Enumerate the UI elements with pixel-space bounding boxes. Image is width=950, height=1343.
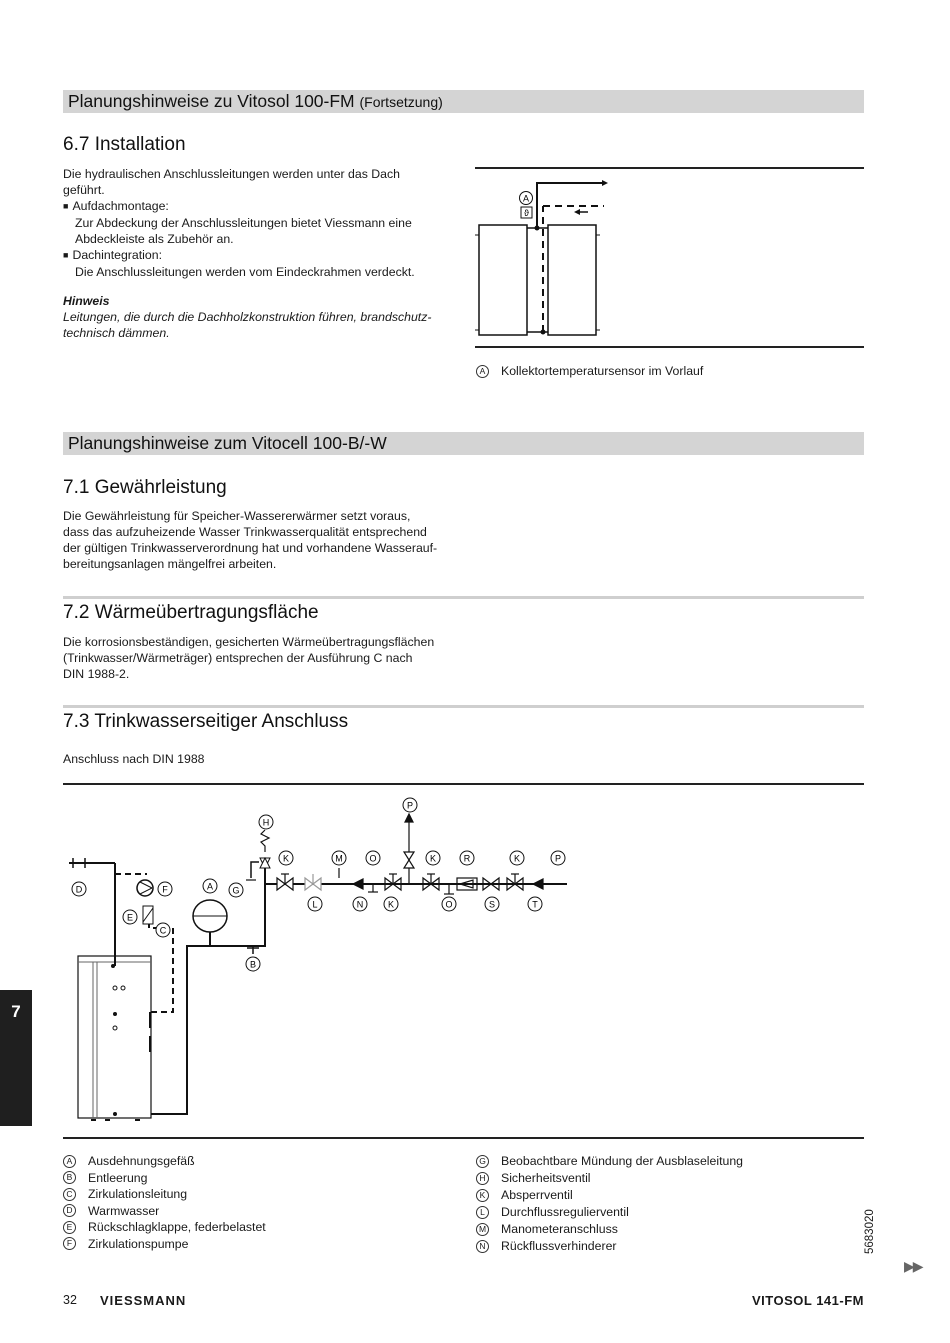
svg-text:G: G bbox=[232, 885, 240, 896]
legend-letter: G bbox=[476, 1155, 489, 1168]
section-title: Planungshinweise zum Vitocell 100-B/-W bbox=[68, 433, 387, 453]
legend-item bbox=[63, 1171, 147, 1185]
legend-letter: F bbox=[63, 1237, 76, 1250]
legend-item bbox=[476, 1222, 618, 1236]
legend-letter: M bbox=[476, 1223, 489, 1236]
legend-text: Manometeranschluss bbox=[501, 1222, 618, 1236]
svg-text:S: S bbox=[488, 899, 496, 910]
heat-line-2: (Trinkwasser/Wärmeträger) entsprechen der Ausführung C nach bbox=[63, 651, 413, 665]
svg-text:T: T bbox=[532, 899, 538, 910]
legend-item bbox=[63, 1204, 159, 1218]
legend-text: Durchflussregulierventil bbox=[501, 1205, 629, 1219]
heat-text bbox=[63, 634, 434, 682]
warranty-line-2: dass das aufzuheizende Wasser Trinkwasserqualität entsprechend bbox=[63, 525, 427, 539]
legend-item bbox=[63, 1154, 195, 1168]
svg-text:K: K bbox=[282, 853, 290, 864]
bullet-aufdach: ■ Aufdachmontage: bbox=[63, 198, 415, 215]
legend-text: Zirkulationsleitung bbox=[88, 1187, 188, 1201]
page-number: 32 bbox=[63, 1293, 77, 1307]
heading-heat-surface: 7.2 Wärmeübertragungsfläche bbox=[63, 602, 319, 623]
product-name: VITOSOL 141-FM bbox=[752, 1293, 864, 1308]
diagram-top-rule bbox=[63, 783, 864, 785]
legend-item bbox=[476, 1188, 573, 1202]
legend-item bbox=[63, 1187, 187, 1201]
collector-diagram bbox=[470, 170, 864, 348]
divider-73 bbox=[63, 705, 864, 708]
heading-warranty: 7.1 Gewährleistung bbox=[63, 477, 227, 498]
svg-text:K: K bbox=[387, 899, 395, 910]
divider-72 bbox=[63, 596, 864, 599]
warranty-text bbox=[63, 508, 437, 572]
svg-text:C: C bbox=[159, 925, 167, 936]
legend-letter: C bbox=[63, 1188, 76, 1201]
legend-text: Entleerung bbox=[88, 1170, 148, 1185]
bullet-dachintegration: ■ Dachintegration: bbox=[63, 247, 415, 264]
bullet-aufdach-text-2: Abdeckleiste als Zubehör an. bbox=[75, 232, 234, 246]
bullet-aufdach-text-1: Zur Abdeckung der Anschlussleitungen bietet Viessmann eine bbox=[75, 216, 412, 230]
installation-intro-1: Die hydraulischen Anschlussleitungen werden unter das Dach bbox=[63, 167, 400, 181]
svg-text:D: D bbox=[75, 884, 83, 895]
next-page-arrows-icon[interactable]: ▶▶ bbox=[904, 1258, 922, 1274]
installation-text bbox=[63, 166, 415, 280]
svg-text:M: M bbox=[335, 853, 343, 864]
heading-connection: 7.3 Trinkwasserseitiger Anschluss bbox=[63, 711, 349, 732]
svg-text:F: F bbox=[162, 884, 168, 895]
section-header-vitocell bbox=[63, 432, 864, 455]
legend-text: Kollektortemperatursensor im Vorlauf bbox=[501, 364, 704, 378]
diagram-bottom-rule bbox=[63, 1137, 864, 1139]
chapter-tab[interactable]: 7 bbox=[0, 990, 32, 1126]
legend-letter: B bbox=[63, 1171, 76, 1184]
legend-letter: L bbox=[476, 1206, 489, 1219]
legend-text: Sicherheitsventil bbox=[501, 1171, 591, 1185]
bullet-dachintegration-text: Die Anschlussleitungen werden vom Eindeckrahmen verdeckt. bbox=[75, 265, 415, 279]
section-title: Planungshinweise zu Vitosol 100-FM bbox=[68, 91, 355, 111]
legend-letter: E bbox=[63, 1221, 76, 1234]
legend-item bbox=[476, 1205, 629, 1219]
note-title: Hinweis bbox=[63, 294, 110, 308]
legend-item bbox=[63, 1220, 266, 1234]
legend-collector-sensor bbox=[476, 364, 703, 378]
brand-logo: VIESSMANN bbox=[100, 1293, 187, 1308]
legend-letter: A bbox=[63, 1155, 76, 1168]
label-a: A bbox=[522, 193, 530, 204]
svg-text:L: L bbox=[312, 899, 318, 910]
svg-text:N: N bbox=[356, 899, 364, 910]
warranty-line-4: bereitungsanlagen mängelfrei arbeiten. bbox=[63, 557, 277, 571]
heading-installation: 6.7 Installation bbox=[63, 134, 186, 155]
document-number: 5683020 bbox=[864, 1209, 876, 1254]
legend-item bbox=[476, 1154, 743, 1168]
heat-line-1: Die korrosionsbeständigen, gesicherten Wärmeübertragungsflächen bbox=[63, 635, 435, 649]
svg-text:O: O bbox=[445, 899, 453, 910]
note-block bbox=[63, 293, 431, 341]
note-line-2: technisch dämmen. bbox=[63, 326, 170, 340]
legend-item bbox=[476, 1239, 617, 1253]
legend-text: Absperrventil bbox=[501, 1188, 573, 1202]
connection-text bbox=[63, 751, 205, 767]
legend-item bbox=[476, 1171, 591, 1185]
legend-text: Ausdehnungsgefäß bbox=[88, 1154, 195, 1168]
heat-line-3: DIN 1988-2. bbox=[63, 667, 130, 681]
sensor-symbol: ϑ bbox=[524, 208, 529, 218]
figure-top-rule bbox=[475, 167, 864, 169]
figure-bottom-rule bbox=[475, 346, 864, 348]
svg-text:B: B bbox=[249, 959, 257, 970]
svg-text:R: R bbox=[463, 853, 471, 864]
warranty-line-3: der gültigen Trinkwasserverordnung hat und vorhandene Wasserauf- bbox=[63, 541, 438, 555]
legend-letter: K bbox=[476, 1189, 489, 1202]
section-subtitle: (Fortsetzung) bbox=[359, 94, 443, 110]
legend-text: Warmwasser bbox=[88, 1203, 160, 1218]
legend-letter: N bbox=[476, 1240, 489, 1253]
note-line-1: Leitungen, die durch die Dachholzkonstruktion führen, brandschutz- bbox=[63, 310, 432, 324]
svg-text:A: A bbox=[206, 881, 214, 892]
legend-letter: D bbox=[63, 1204, 76, 1217]
svg-text:O: O bbox=[369, 853, 377, 864]
legend-text: Rückschlagklappe, federbelastet bbox=[88, 1220, 266, 1234]
installation-intro-2: geführt. bbox=[63, 183, 105, 197]
section-header-vitosol bbox=[63, 90, 864, 113]
connection-line-1: Anschluss nach DIN 1988 bbox=[63, 752, 205, 766]
svg-text:P: P bbox=[554, 853, 562, 864]
legend-text: Beobachtbare Mündung der Ausblaseleitung bbox=[501, 1154, 744, 1168]
hydraulic-diagram bbox=[63, 786, 864, 1136]
legend-item bbox=[63, 1237, 188, 1251]
legend-text: Zirkulationspumpe bbox=[88, 1236, 189, 1251]
legend-text: Rückflussverhinderer bbox=[501, 1239, 617, 1253]
legend-letter: H bbox=[476, 1172, 489, 1185]
warranty-line-1: Die Gewährleistung für Speicher-Wassererwärmer setzt voraus, bbox=[63, 509, 411, 523]
svg-text:E: E bbox=[126, 912, 134, 923]
svg-text:K: K bbox=[429, 853, 437, 864]
svg-text:P: P bbox=[406, 800, 414, 811]
legend-letter: A bbox=[476, 365, 489, 378]
svg-text:H: H bbox=[262, 817, 270, 828]
svg-text:K: K bbox=[513, 853, 521, 864]
